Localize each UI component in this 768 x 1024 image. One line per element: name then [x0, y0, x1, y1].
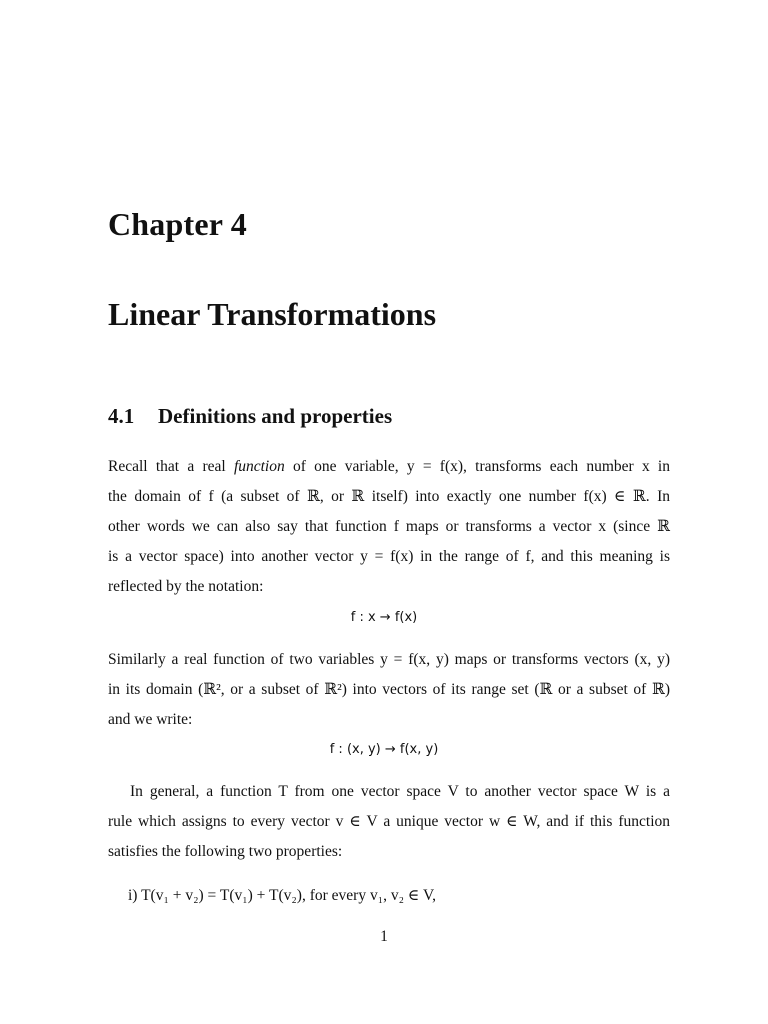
paragraph-line: rule which assigns to every vector v ∈ V a unique vector w ∈ W, and if this function — [108, 813, 670, 830]
property-list-item-1: i) T(v₁ + v₂) = T(v₁) + T(v₂), for every v₁, v₂ ∈ V, — [128, 887, 437, 904]
paragraph-line: the domain of f (a subset of ℝ, or ℝ itself) into exactly one number f(x) ∈ ℝ. In — [108, 488, 670, 505]
display-equation-2: f : (x, y) → f(x, y) — [329, 742, 439, 757]
paragraph-line: other words we can also say that function f maps or transforms a vector x (since ℝ — [108, 518, 670, 535]
paragraph-line: In general, a function T from one vector space V to another vector space W is a — [130, 783, 670, 800]
paragraph-line: reflected by the notation: — [108, 578, 264, 595]
paragraph-line: Similarly a real function of two variables y = f(x, y) maps or transforms vectors (x, y) — [108, 651, 670, 668]
paragraph-general-definition — [108, 777, 670, 867]
chapter-label: Chapter 4 — [108, 206, 247, 242]
paragraph-line: in its domain (ℝ², or a subset of ℝ²) into vectors of its range set (ℝ or a subset of ℝ) — [108, 681, 670, 698]
paragraph-line: satisfies the following two properties: — [108, 843, 343, 860]
paragraph-two-variables — [108, 645, 670, 735]
emphasis-function: function — [233, 458, 285, 475]
section-title: Definitions and properties — [158, 404, 393, 428]
section-heading — [108, 404, 392, 429]
paragraph-line: and we write: — [108, 711, 193, 728]
display-equation-1: f : x → f(x) — [350, 610, 418, 625]
paragraph-line: is a vector space) into another vector y = f(x) in the range of f, and this meaning is — [108, 548, 670, 565]
paragraph-function-definition — [108, 452, 670, 602]
page-number: 1 — [380, 928, 388, 945]
paragraph-line: Recall that a real function of one variable, y = f(x), transforms each number x in — [108, 458, 670, 475]
section-number: 4.1 — [108, 404, 135, 428]
chapter-title: Linear Transformations — [108, 296, 437, 332]
